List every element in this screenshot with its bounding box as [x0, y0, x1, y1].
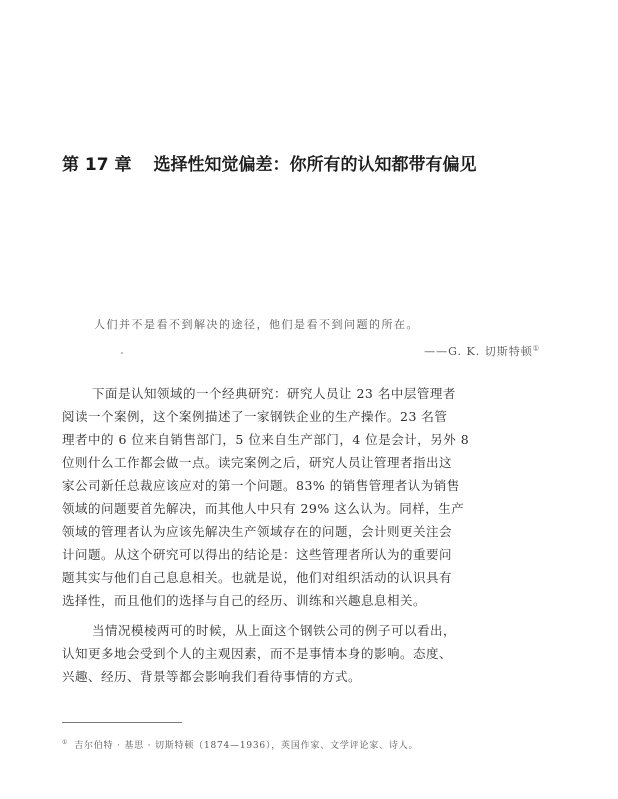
footnote-mark: ① [62, 739, 69, 746]
body-line: 领域的管理者认为应该先解决生产领域存在的问题，会计则更关注会 [62, 524, 453, 539]
epigraph-quote: 人们并不是看不到解决的途径，他们是看不到问题的所在。 [94, 318, 419, 331]
footnote-text: 吉尔伯特 · 基思 · 切斯特顿（1874—1936），英国作家、文学评论家、诗人。 [74, 741, 419, 751]
body-line: 题其实与他们自己息息相关。也就是说，他们对组织活动的认识具有 [62, 570, 453, 585]
chapter-name: 选择性知觉偏差：你所有的认知都带有偏见 [153, 155, 477, 175]
body-line: 认知更多地会受到个人的主观因素，而不是事情本身的影响。态度、 [62, 646, 453, 661]
body-line: 理者中的 6 位来自销售部门，5 位来自生产部门，4 位是会计，另外 8 [62, 432, 470, 447]
scan-speck [121, 352, 123, 354]
body-line: 计问题。从这个研究可以得出的结论是：这些管理者所认为的重要问 [62, 547, 453, 562]
chapter-title [62, 150, 562, 175]
chapter-number: 第 17 章 [62, 155, 132, 175]
footnote-reference: ① [532, 344, 540, 353]
body-line: 兴趣、经历、背景等都会影响我们看待事情的方式。 [62, 669, 362, 684]
body-line: 位则什么工作都会做一点。读完案例之后，研究人员让管理者指出这 [62, 455, 453, 470]
body-line: 下面是认知领域的一个经典研究：研究人员让 23 名中层管理者 [92, 386, 456, 401]
footnote-divider [62, 722, 182, 723]
body-line: 当情况模棱两可的时候，从上面这个钢铁公司的例子可以看出， [92, 623, 457, 638]
epigraph-attribution [300, 343, 540, 359]
body-line: 选择性，而且他们的选择与自己的经历、训练和兴趣息息相关。 [62, 593, 427, 608]
body-line: 阅读一个案例，这个案例描述了一家钢铁企业的生产操作。23 名管 [62, 409, 448, 424]
body-line: 领域的问题要首先解决，而其他人中只有 29% 这么认为。同样，生产 [62, 501, 465, 516]
attribution-text: ——G. K. 切斯特顿 [424, 345, 533, 358]
body-line: 家公司新任总裁应该应对的第一个问题。83% 的销售管理者认为销售 [62, 478, 460, 493]
footnote [62, 738, 552, 751]
